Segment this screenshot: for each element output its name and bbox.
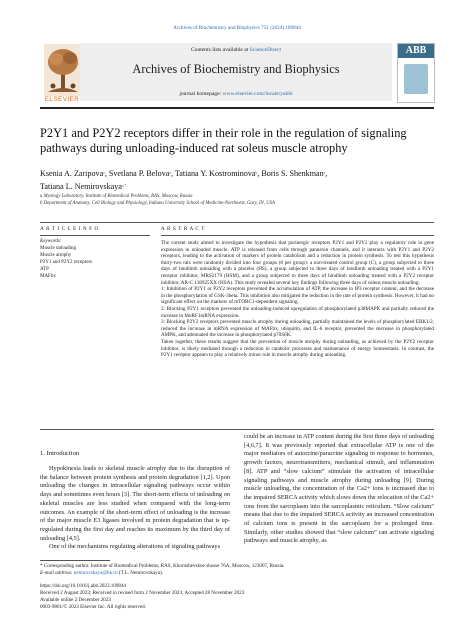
- keywords-label: Keywords:: [40, 239, 62, 244]
- affiliation-a: a Myology Laboratory, Institute of Biomedical Problems, RAS, Moscow, Russia: [40, 194, 193, 199]
- body-column-right: [244, 433, 434, 546]
- homepage-link[interactable]: www.elsevier.com/locate/yabbi: [222, 91, 293, 97]
- abstract-body: [161, 240, 434, 359]
- author-affiliation-mark[interactable]: a: [323, 171, 326, 175]
- abstract-paragraph: 3: Blocking P2Y2 receptors prevented muscle atrophy during unloading, partially maintained the levels of phosphorylated ERK1/2, reduced the increase in mRNA expression of MAFbx, ubiquitin, and IL-6 receptor, prevented the decrease in phosphorylated AMPK, and attenuated the increase in phosphorylated p70S6K.: [161, 319, 434, 339]
- keyword: Muscle unloading: [40, 246, 76, 251]
- elsevier-tree-logo: [44, 44, 82, 102]
- article-info-heading: A R T I C L E I N F O: [40, 226, 99, 232]
- body-paragraph: Hypokinesia leads to skeletal muscle atrophy due to the disruption of the balance between protein synthesis and protein degradation [1,2]. Upon unloading the changes in intracellular signaling pathways occur within days and sometimes even hours [3]. The short-term effects of unloading on skeletal muscles are less studied when compared with the long-term outcomes. An example of the short-term effect of unloading is the increase of the major muscle E3 ligases involved in protein degradation that is up-regulated during the first day and reaches its maximum by the third day of unloading [4,5].: [40, 465, 230, 542]
- authors-line-1: Ksenia A. Zaripova$^a$, Svetlana P. Belova$^a$, Tatiana Y. Kostrominova$^b$, Boris S. Shenkman$^a$,: [40, 168, 328, 178]
- author-name[interactable]: Boris S. Shenkman: [261, 168, 324, 178]
- abstract-paragraph: 2: Blocking P2Y1 receptors prevented the unloading-induced upregulation of phosphorylated p38MAPK and partially reduced the increase in MuRF1mRNA expression.: [161, 305, 434, 319]
- keyword: Muscle atrophy: [40, 253, 72, 258]
- author-name[interactable]: Svetlana P. Belova: [108, 168, 170, 178]
- keyword: ATP: [40, 267, 49, 272]
- abstract-paragraph: 1: Inhibition of P2Y1 or P2Y2 receptors prevented the accumulation of ATP, the increase in IP3 receptor content, and the decrease in the phosphorylation of GSK-3beta. This inhibition also mitigated the reduction in the rate of protein synthesis. However, it had no significant effect on the markers of mTORC1-dependent signaling.: [161, 286, 434, 306]
- author-name[interactable]: Ksenia A. Zaripova: [40, 168, 104, 178]
- section-heading-introduction: 1. Introduction: [40, 450, 80, 457]
- author-affiliation-mark[interactable]: a: [103, 171, 105, 175]
- authors-line-2: [40, 180, 440, 193]
- body-paragraph: could be an increase in ATP content during the first three days of unloading [4,6,7]. It was previously reported that extracellular ATP is one of the major mediators of autocrine/paracrine signaling in response to hormones, growth factors, neurotransmitters, mechanical stimuli, and inflammation [8]. ATP and “slow calcium” stimulate the activation of intracellular signaling pathways and muscle atrophy during unloading [9]. During muscle unloading, the concentration of the Ca2+ ions is increased due to the impaired SERCA activity which slows down the relocation of the Ca2+ ions from the sarcoplasm into the sarcoplasmic reticulum. “Slow calcium” means that due to the impaired SERCA activity an increased concentration of calcium ions is present in the sarcoplasm for a prolonged time. Similarly, other studies showed that “slow calcium” can activate signaling pathways and muscle atrophy, as: [244, 433, 434, 545]
- cover-letters: ABB: [405, 45, 427, 56]
- section-rule-top: [40, 222, 434, 223]
- email-label: E-mail address:: [40, 570, 74, 576]
- received-dates: Received 2 August 2023; Received in revised form 2 November 2023; Accepted 28 November 2023: [40, 590, 245, 596]
- keyword: P2Y1 and P2Y2 receptors: [40, 260, 93, 265]
- email-suffix: (T.L. Nemirovskaya).: [117, 570, 163, 576]
- corresponding-author-note: * Corresponding author. Institute of Biomedical Problems, RAS, Khoroshevskoe shosse 76A, Moscow, 123007, Russia.: [40, 563, 285, 569]
- cover-image: [404, 64, 428, 94]
- author-name[interactable]: Tatiana L. Nemirovskaya: [40, 182, 122, 192]
- email-line: [40, 570, 434, 576]
- available-online: Available online 2 December 2023: [40, 597, 111, 603]
- author-affiliation-mark[interactable]: a: [169, 171, 171, 175]
- article-info-rule: [40, 235, 150, 236]
- affiliation-b: b Department of Anatomy, Cell Biology and Physiology, Indiana University School of Medicine-Northwest, Gary, IN, USA: [40, 201, 275, 206]
- body-paragraph: One of the mechanisms regulating alterations of signaling pathways: [49, 543, 221, 551]
- author-affiliation-mark[interactable]: b: [255, 171, 258, 175]
- author-list: [40, 167, 440, 194]
- homepage-prefix: journal homepage:: [179, 91, 223, 97]
- header-rule: [40, 107, 434, 109]
- contents-prefix: Contents lists available at: [190, 47, 250, 53]
- abstract-rule: [161, 235, 434, 236]
- journal-cover-thumbnail: [397, 43, 435, 103]
- abstract-paragraph: The current study aimed to investigate the hypothesis that purinergic receptors P2Y1 and P2Y2 play a regulatory role in gene expression in unloaded muscle. ATP is released from cells through pannexin channels, and it interacts with P2Y1 and P2Y2 receptors, leading to the activation of markers of protein catabolism and a reduction in protein synthesis. To test this hypothesis thirty-two rats were randomly divided into four groups (8 per group): a non-treated control group (C), a group subjected to three days of hindlimb unloading with a placebo (HS), a group subjected to three days of hindlimb unloading treated with a P2Y1 receptor inhibitor, MRS2179 (HSM), and a group subjected to three days of hindlimb unloading treated with a P2Y2 receptor inhibitor, AR-C 118925XX (HSA). This study revealed several key findings following three days of soleus muscle unloading:: [161, 240, 434, 286]
- author-name[interactable]: Tatiana Y. Kostrominova: [174, 168, 256, 178]
- doi-link[interactable]: https://doi.org/10.1016/j.abb.2023.109844: [40, 583, 127, 589]
- contents-line: [80, 47, 392, 53]
- section-rule-bottom: [40, 429, 434, 430]
- article-title: [40, 126, 440, 156]
- elsevier-wordmark: ELSEVIER: [44, 96, 80, 103]
- title-line-2: pathways during unloading-induced rat soleus muscle atrophy: [40, 141, 348, 155]
- body-column-left: [40, 465, 230, 552]
- journal-homepage: [80, 91, 392, 97]
- email-link[interactable]: nemirovskaya@bk.ru: [73, 570, 118, 576]
- sciencedirect-link[interactable]: ScienceDirect: [249, 47, 282, 53]
- abstract-paragraph: Taken together, these results suggest that the prevention of muscle atrophy during unloading, as achieved by the P2Y2 receptor inhibitor, is likely mediated through a reduction in catabolic processes and maintenance of energy homeostasis. In contrast, the P2Y1 receptor appears to play a relatively minor role in muscle atrophy during unloading.: [161, 338, 434, 359]
- author-affiliation-mark[interactable]: a,*: [121, 184, 127, 189]
- journal-reference[interactable]: Archives of Biochemistry and Biophysics 751 (2024) 109844: [173, 25, 301, 31]
- abstract-heading: A B S T R A C T: [161, 226, 206, 232]
- copyright-notice: 0003-9861/© 2023 Elsevier Inc. All rights reserved.: [40, 604, 147, 610]
- footnote-rule: [40, 560, 110, 561]
- keyword: MAFbx: [40, 274, 56, 279]
- title-line-1: P2Y1 and P2Y2 receptors differ in their role in the regulation of signaling: [40, 126, 407, 140]
- journal-title: Archives of Biochemistry and Biophysics: [132, 62, 340, 76]
